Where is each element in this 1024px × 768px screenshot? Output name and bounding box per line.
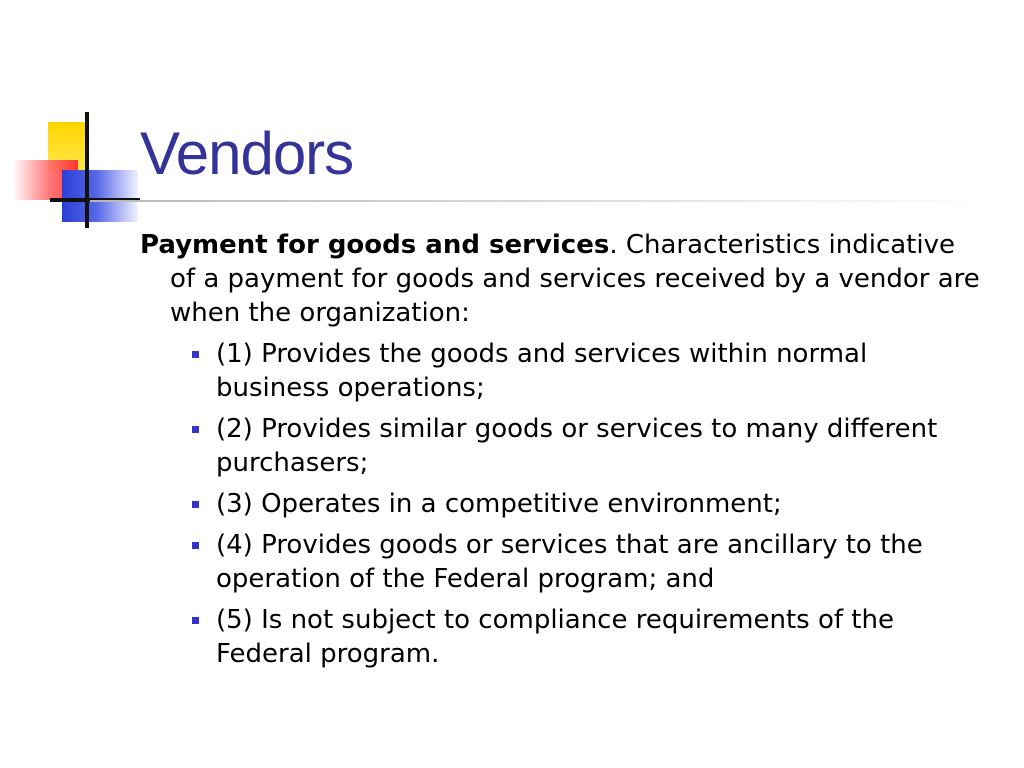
list-item	[188, 412, 980, 480]
list-item	[188, 487, 980, 521]
square-bullet-icon	[192, 617, 199, 624]
list-item	[188, 528, 980, 596]
square-bullet-icon	[192, 351, 199, 358]
list-item	[188, 603, 980, 671]
square-bullet-icon	[192, 426, 199, 433]
square-bullet-icon	[192, 501, 199, 508]
slide-title: Vendors	[140, 120, 354, 187]
criteria-list	[140, 337, 980, 671]
slide-logo-decoration	[0, 0, 140, 240]
lead-bold-heading: Payment for goods and services	[140, 230, 610, 260]
square-bullet-icon	[192, 542, 199, 549]
list-item-text: (1) Provides the goods and services within normal business operations;	[216, 339, 868, 403]
lead-paragraph	[140, 228, 980, 330]
list-item	[188, 337, 980, 405]
title-underline-rule	[90, 200, 990, 202]
vertical-line-decoration	[85, 112, 89, 228]
slide-body	[140, 228, 980, 678]
list-item-text: (5) Is not subject to compliance requirements of the Federal program.	[216, 605, 894, 669]
list-item-text: (3) Operates in a competitive environment;	[216, 489, 782, 519]
list-item-text: (2) Provides similar goods or services to many different purchasers;	[216, 414, 938, 478]
list-item-text: (4) Provides goods or services that are ancillary to the operation of the Federal program; and	[216, 530, 923, 594]
lead-text: . Characteristics indicative of a payment for goods and services received by a vendor are when the organization:	[170, 230, 980, 328]
blue-square-decoration	[62, 170, 138, 222]
